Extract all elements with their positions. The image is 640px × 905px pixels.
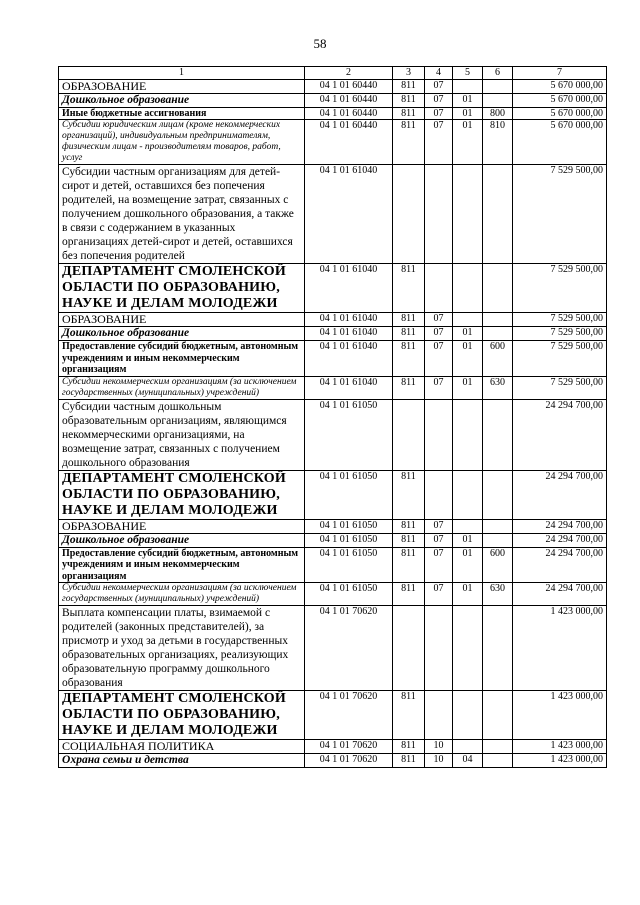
section-code-cell: 07 [425,519,453,533]
expense-type-cell: 630 [483,376,513,399]
subsection-code-cell: 01 [453,376,483,399]
target-code-cell: 04 1 01 61040 [305,165,393,264]
expense-type-cell: 810 [483,120,513,165]
target-code-cell: 04 1 01 61050 [305,399,393,470]
header-cell: 1 [59,67,305,80]
ministry-code-cell [393,165,425,264]
target-code-cell: 04 1 01 70620 [305,606,393,691]
expense-name-cell: Охрана семьи и детства [59,754,305,768]
ministry-code-cell: 811 [393,79,425,93]
expense-type-cell [483,313,513,327]
amount-cell: 5 670 000,00 [513,79,607,93]
ministry-code-cell: 811 [393,470,425,519]
target-code-cell: 04 1 01 60440 [305,79,393,93]
expense-type-cell [483,327,513,341]
section-code-cell [425,165,453,264]
expense-name-cell: Субсидии некоммерческим организациям (за исключением государственных (муниципальных) учреждений) [59,583,305,606]
section-code-cell: 07 [425,327,453,341]
page-number: 58 [313,36,327,51]
subsection-code-cell: 01 [453,547,483,583]
ministry-code-cell: 811 [393,519,425,533]
section-code-cell: 07 [425,79,453,93]
header-cell: 5 [453,67,483,80]
target-code-cell: 04 1 01 61040 [305,313,393,327]
table-row [59,547,607,583]
amount-cell: 7 529 500,00 [513,313,607,327]
section-code-cell [425,606,453,691]
budget-table [58,66,607,768]
target-code-cell: 04 1 01 61050 [305,533,393,547]
table-row [59,519,607,533]
section-code-cell: 07 [425,533,453,547]
target-code-cell: 04 1 01 61040 [305,264,393,313]
section-code-cell: 07 [425,376,453,399]
subsection-code-cell: 04 [453,754,483,768]
amount-cell: 7 529 500,00 [513,327,607,341]
table-row [59,93,607,107]
ministry-code-cell: 811 [393,740,425,754]
target-code-cell: 04 1 01 70620 [305,740,393,754]
amount-cell: 24 294 700,00 [513,399,607,470]
amount-cell: 24 294 700,00 [513,583,607,606]
expense-name-cell: ОБРАЗОВАНИЕ [59,519,305,533]
subsection-code-cell: 01 [453,93,483,107]
ministry-code-cell: 811 [393,327,425,341]
ministry-code-cell: 811 [393,120,425,165]
ministry-code-cell: 811 [393,341,425,377]
section-code-cell: 07 [425,313,453,327]
subsection-code-cell [453,165,483,264]
header-cell: 3 [393,67,425,80]
amount-cell: 7 529 500,00 [513,264,607,313]
section-code-cell: 07 [425,120,453,165]
expense-name-cell: ОБРАЗОВАНИЕ [59,313,305,327]
target-code-cell: 04 1 01 61050 [305,519,393,533]
target-code-cell: 04 1 01 61040 [305,376,393,399]
target-code-cell: 04 1 01 60440 [305,120,393,165]
amount-cell: 24 294 700,00 [513,470,607,519]
subsection-code-cell [453,606,483,691]
expense-type-cell [483,399,513,470]
expense-type-cell [483,740,513,754]
ministry-code-cell: 811 [393,376,425,399]
ministry-code-cell: 811 [393,533,425,547]
amount-cell: 24 294 700,00 [513,519,607,533]
section-code-cell [425,264,453,313]
header-cell: 6 [483,67,513,80]
subsection-code-cell: 01 [453,327,483,341]
section-code-cell [425,691,453,740]
section-code-cell: 07 [425,547,453,583]
subsection-code-cell [453,519,483,533]
subsection-code-cell [453,79,483,93]
table-row [59,327,607,341]
header-cell: 2 [305,67,393,80]
header-row [59,67,607,80]
expense-type-cell [483,519,513,533]
expense-type-cell [483,606,513,691]
expense-name-cell: Дошкольное образование [59,533,305,547]
expense-name-cell: ДЕПАРТАМЕНТ СМОЛЕНСКОЙ ОБЛАСТИ ПО ОБРАЗОВАНИЮ, НАУКЕ И ДЕЛАМ МОЛОДЕЖИ [59,264,305,313]
subsection-code-cell: 01 [453,120,483,165]
table-row [59,165,607,264]
target-code-cell: 04 1 01 60440 [305,107,393,120]
expense-name-cell: Предоставление субсидий бюджетным, автономным учреждениям и иным некоммерческим организациям [59,341,305,377]
expense-type-cell: 630 [483,583,513,606]
section-code-cell: 07 [425,341,453,377]
target-code-cell: 04 1 01 61040 [305,341,393,377]
expense-type-cell [483,79,513,93]
expense-name-cell: Иные бюджетные ассигнования [59,107,305,120]
ministry-code-cell: 811 [393,691,425,740]
table-row [59,120,607,165]
table-row [59,533,607,547]
subsection-code-cell: 01 [453,583,483,606]
subsection-code-cell [453,264,483,313]
ministry-code-cell: 811 [393,547,425,583]
amount-cell: 24 294 700,00 [513,533,607,547]
amount-cell: 5 670 000,00 [513,120,607,165]
expense-name-cell: Дошкольное образование [59,327,305,341]
section-code-cell: 07 [425,583,453,606]
expense-name-cell: СОЦИАЛЬНАЯ ПОЛИТИКА [59,740,305,754]
subsection-code-cell: 01 [453,341,483,377]
expense-name-cell: Субсидии юридическим лицам (кроме некоммерческих организаций), индивидуальным предпринимателям, физическим лицам - производителям товаров, работ, услуг [59,120,305,165]
table-row [59,399,607,470]
ministry-code-cell [393,606,425,691]
ministry-code-cell: 811 [393,583,425,606]
table-row [59,606,607,691]
target-code-cell: 04 1 01 61050 [305,547,393,583]
table-row [59,691,607,740]
expense-name-cell: Предоставление субсидий бюджетным, автономным учреждениям и иным некоммерческим организациям [59,547,305,583]
expense-name-cell: Субсидии частным организациям для детей-сирот и детей, оставшихся без попечения родителей, на возмещение затрат, связанных с получением дошкольного образования, а также в связи с содержанием в указанных организациях детей-сирот и детей, оставшихся без попечения родителей [59,165,305,264]
target-code-cell: 04 1 01 70620 [305,691,393,740]
expense-type-cell: 800 [483,107,513,120]
section-code-cell: 07 [425,93,453,107]
amount-cell: 24 294 700,00 [513,547,607,583]
expense-name-cell: ДЕПАРТАМЕНТ СМОЛЕНСКОЙ ОБЛАСТИ ПО ОБРАЗОВАНИЮ, НАУКЕ И ДЕЛАМ МОЛОДЕЖИ [59,691,305,740]
expense-type-cell [483,470,513,519]
expense-name-cell: ОБРАЗОВАНИЕ [59,79,305,93]
table-row [59,107,607,120]
table-row [59,740,607,754]
ministry-code-cell [393,399,425,470]
ministry-code-cell: 811 [393,93,425,107]
target-code-cell: 04 1 01 60440 [305,93,393,107]
subsection-code-cell [453,399,483,470]
expense-type-cell [483,264,513,313]
expense-type-cell [483,691,513,740]
subsection-code-cell [453,313,483,327]
expense-type-cell [483,165,513,264]
subsection-code-cell [453,470,483,519]
section-code-cell [425,470,453,519]
expense-type-cell [483,93,513,107]
expense-type-cell: 600 [483,341,513,377]
header-cell: 7 [513,67,607,80]
table-row [59,264,607,313]
ministry-code-cell: 811 [393,107,425,120]
ministry-code-cell: 811 [393,313,425,327]
amount-cell: 7 529 500,00 [513,165,607,264]
expense-type-cell [483,533,513,547]
amount-cell: 5 670 000,00 [513,93,607,107]
ministry-code-cell: 811 [393,264,425,313]
amount-cell: 1 423 000,00 [513,740,607,754]
amount-cell: 1 423 000,00 [513,606,607,691]
expense-name-cell: Выплата компенсации платы, взимаемой с родителей (законных представителей), за присмотр и уход за детьми в государственных образовательных организациях, реализующих образовательную программу дошкольного образования [59,606,305,691]
section-code-cell: 10 [425,754,453,768]
section-code-cell [425,399,453,470]
target-code-cell: 04 1 01 61040 [305,327,393,341]
target-code-cell: 04 1 01 70620 [305,754,393,768]
table-row [59,470,607,519]
expense-name-cell: Субсидии некоммерческим организациям (за исключением государственных (муниципальных) учреждений) [59,376,305,399]
subsection-code-cell: 01 [453,107,483,120]
amount-cell: 7 529 500,00 [513,376,607,399]
amount-cell: 7 529 500,00 [513,341,607,377]
table-row [59,79,607,93]
header-cell: 4 [425,67,453,80]
table-row [59,754,607,768]
ministry-code-cell: 811 [393,754,425,768]
amount-cell: 5 670 000,00 [513,107,607,120]
table-row [59,341,607,377]
expense-name-cell: Субсидии частным дошкольным образовательным организациям, являющимся некоммерческими организациями, на возмещение затрат, связанных с получением дошкольного образования [59,399,305,470]
section-code-cell: 10 [425,740,453,754]
amount-cell: 1 423 000,00 [513,691,607,740]
section-code-cell: 07 [425,107,453,120]
subsection-code-cell [453,691,483,740]
expense-name-cell: Дошкольное образование [59,93,305,107]
expense-name-cell: ДЕПАРТАМЕНТ СМОЛЕНСКОЙ ОБЛАСТИ ПО ОБРАЗОВАНИЮ, НАУКЕ И ДЕЛАМ МОЛОДЕЖИ [59,470,305,519]
target-code-cell: 04 1 01 61050 [305,583,393,606]
table-row [59,376,607,399]
subsection-code-cell: 01 [453,533,483,547]
subsection-code-cell [453,740,483,754]
table-row [59,583,607,606]
expense-type-cell: 600 [483,547,513,583]
table-row [59,313,607,327]
amount-cell: 1 423 000,00 [513,754,607,768]
expense-type-cell [483,754,513,768]
target-code-cell: 04 1 01 61050 [305,470,393,519]
